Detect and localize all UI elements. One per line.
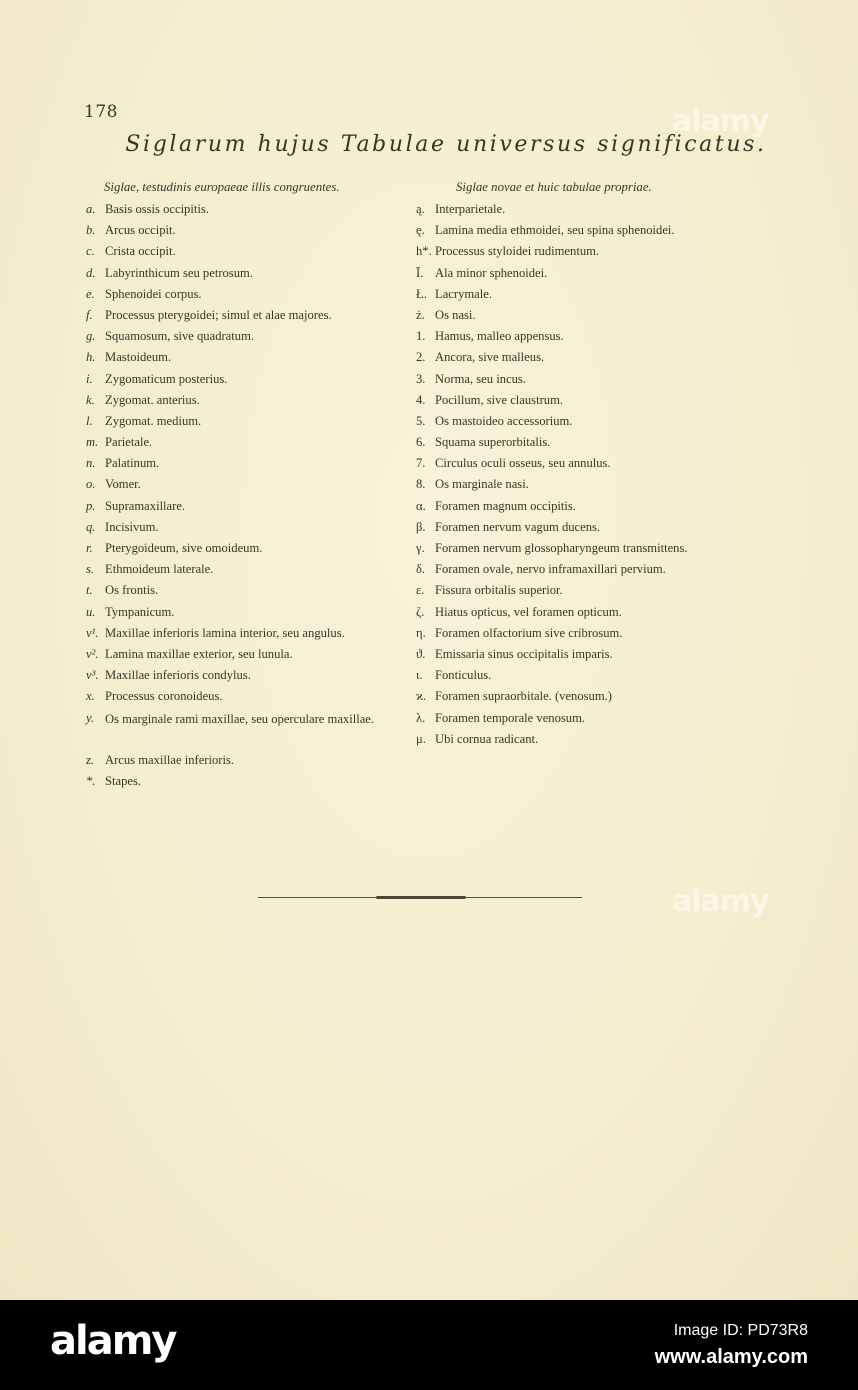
list-item (416, 709, 761, 730)
list-item (86, 666, 416, 687)
siglum: 8. (416, 477, 426, 492)
siglum-description: Lacrymale. (435, 286, 492, 301)
siglum-description: Sphenoidei corpus. (105, 286, 202, 301)
siglum-description: Os mastoideo accessorium. (435, 413, 573, 428)
siglum: Ł. (416, 286, 427, 301)
siglum: v². (86, 646, 99, 661)
list-item (416, 433, 761, 454)
siglum: *. (86, 774, 96, 789)
siglum-description: Circulus oculi osseus, seu annulus. (435, 456, 611, 471)
siglum: 7. (416, 456, 426, 471)
siglum-description: Os marginale nasi. (435, 477, 529, 492)
siglum: m. (86, 435, 99, 450)
list-item (416, 327, 761, 348)
list-item (86, 687, 416, 708)
siglum: a. (86, 202, 96, 216)
siglum: d. (86, 265, 96, 280)
siglum: γ. (416, 541, 425, 555)
siglum-description: Fissura orbitalis superior. (435, 583, 563, 598)
siglum: e. (86, 286, 95, 301)
siglum-description: Lamina media ethmoidei, seu spina sphenoidei. (435, 223, 675, 238)
siglum-description: Squama superorbitalis. (435, 435, 551, 450)
list-item (416, 581, 761, 602)
siglum: u. (86, 604, 96, 619)
list-item (86, 221, 416, 242)
left-entry-list (86, 200, 416, 793)
siglum: l. (86, 413, 93, 428)
siglum-description: Lamina maxillae exterior, seu lunula. (105, 646, 293, 661)
siglum: k. (86, 392, 95, 407)
list-item (86, 242, 416, 263)
right-column (416, 178, 761, 751)
siglum: t. (86, 583, 93, 598)
list-item (86, 391, 416, 412)
list-item (416, 518, 761, 539)
siglum-description: Arcus occipit. (105, 223, 176, 238)
siglum-description: Maxillae inferioris condylus. (105, 668, 251, 683)
siglum-description: Os frontis. (105, 583, 159, 598)
siglum: 1. (416, 329, 426, 344)
siglum-description: Foramen temporale venosum. (435, 710, 586, 725)
siglum-description: Os marginale rami maxillae, seu operculare maxillae. (105, 711, 375, 726)
siglum-description: Emissaria sinus occipitalis imparis. (435, 646, 613, 661)
list-item (416, 624, 761, 645)
siglum-description: Hamus, malleo appensus. (435, 329, 564, 344)
list-item (416, 200, 761, 221)
list-item (86, 285, 416, 306)
site-url: www.alamy.com (654, 1346, 808, 1368)
list-item (416, 391, 761, 412)
list-item (416, 730, 761, 751)
siglum: 5. (416, 413, 426, 428)
list-item (86, 539, 416, 560)
list-item (416, 603, 761, 624)
siglum: x. (86, 689, 95, 704)
siglum: f. (86, 307, 93, 322)
list-item (416, 221, 761, 242)
page-title: Siglarum hujus Tabulae universus significatus. (125, 132, 767, 157)
list-item (86, 306, 416, 327)
siglum-description: Mastoideum. (105, 350, 172, 365)
siglum-description: Pocillum, sive claustrum. (435, 392, 564, 407)
siglum: z. (86, 752, 95, 767)
siglum-description: Os nasi. (435, 307, 476, 322)
siglum: h*. (416, 244, 432, 259)
siglum: h. (86, 350, 96, 365)
list-item (86, 348, 416, 369)
siglum: s. (86, 562, 95, 577)
siglum: c. (86, 244, 95, 259)
siglum: ą. (416, 202, 425, 216)
siglum-description: Tympanicum. (105, 604, 175, 619)
siglum-description: Vomer. (105, 477, 141, 492)
siglum: n. (86, 456, 96, 471)
list-item (416, 497, 761, 518)
list-item (86, 433, 416, 454)
siglum-description: Zygomat. medium. (105, 413, 202, 428)
siglum: ζ. (416, 604, 425, 619)
siglum-description: Palatinum. (105, 456, 160, 471)
siglum: β. (416, 519, 426, 534)
list-item (86, 603, 416, 624)
list-item (86, 772, 416, 793)
list-item (416, 306, 761, 327)
siglum: b. (86, 223, 96, 238)
page-number: 178 (84, 102, 118, 122)
siglum-description: Labyrinthicum seu petrosum. (105, 265, 253, 280)
image-id: Image ID: PD73R8 (673, 1322, 808, 1339)
list-item (416, 264, 761, 285)
siglum: 6. (416, 435, 426, 450)
siglum-description: Ancora, sive malleus. (435, 350, 545, 365)
list-item (86, 497, 416, 518)
siglum-description: Supramaxillare. (105, 498, 186, 513)
list-item (86, 624, 416, 645)
list-item (416, 666, 761, 687)
list-item (86, 475, 416, 496)
alamy-logo: alamy (50, 1318, 176, 1364)
siglum-description: Zygomat. anterius. (105, 392, 200, 407)
siglum: p. (86, 498, 96, 513)
list-item (86, 560, 416, 581)
siglum: Ī. (416, 265, 424, 280)
siglum-description: Interparietale. (435, 202, 506, 216)
list-item (86, 264, 416, 285)
siglum: ι. (416, 668, 423, 683)
siglum: r. (86, 541, 93, 555)
siglum: v¹. (86, 625, 99, 640)
siglum-description: Foramen supraorbitale. (venosum.) (435, 689, 612, 704)
list-item (86, 327, 416, 348)
left-column-header: Siglae, testudinis europaeae illis congruentes. (104, 180, 340, 194)
siglum: ϑ. (416, 646, 426, 661)
siglum-description: Processus coronoideus. (105, 689, 223, 704)
list-item (416, 348, 761, 369)
siglum: 4. (416, 392, 426, 407)
siglum-description: Arcus maxillae inferioris. (105, 752, 235, 767)
siglum-description: Foramen nervum vagum ducens. (435, 519, 601, 534)
siglum-description: Basis ossis occipitis. (105, 202, 209, 216)
watermark: alamy (672, 104, 769, 139)
ornamental-rule (258, 895, 582, 900)
siglum-description: Processus styloidei rudimentum. (435, 244, 600, 259)
siglum: λ. (416, 710, 426, 725)
siglum-description: Fonticulus. (435, 668, 492, 683)
siglum-description: Ala minor sphenoidei. (435, 265, 548, 280)
list-item (86, 412, 416, 433)
list-item (86, 709, 416, 751)
list-item (86, 454, 416, 475)
siglum-description: Hiatus opticus, vel foramen opticum. (435, 604, 622, 619)
list-item (416, 370, 761, 391)
left-column (86, 178, 416, 793)
siglum: v³. (86, 668, 99, 683)
siglum: ϰ. (416, 689, 427, 704)
siglum-description: Foramen nervum glossopharyngeum transmittens. (435, 541, 688, 555)
list-item (416, 645, 761, 666)
list-item (86, 370, 416, 391)
list-item (416, 475, 761, 496)
siglum-description: Norma, seu incus. (435, 371, 526, 386)
siglum-description: Foramen olfactorium sive cribrosum. (435, 625, 623, 640)
list-item (86, 645, 416, 666)
siglum-description: Ubi cornua radicant. (435, 731, 539, 746)
siglum-description: Parietale. (105, 435, 153, 450)
siglum-description: Foramen magnum occipitis. (435, 498, 576, 513)
siglum-description: Ethmoideum laterale. (105, 562, 214, 577)
siglum-description: Crista occipit. (105, 244, 176, 259)
siglum-description: Maxillae inferioris lamina interior, seu angulus. (105, 625, 345, 640)
siglum-description: Stapes. (105, 774, 142, 789)
siglum-description: Pterygoideum, sive omoideum. (105, 541, 263, 555)
list-item (86, 751, 416, 772)
siglum-description: Incisivum. (105, 519, 159, 534)
list-item (416, 242, 761, 263)
siglum: α. (416, 498, 426, 513)
right-entry-list (416, 200, 761, 751)
siglum: y. (86, 710, 95, 725)
siglum: o. (86, 477, 96, 492)
list-item (416, 454, 761, 475)
siglum: η. (416, 625, 426, 640)
siglum: δ. (416, 562, 426, 577)
siglum-description: Foramen ovale, nervo inframaxillari pervium. (435, 562, 666, 577)
right-column-header: Siglae novae et huic tabulae propriae. (456, 180, 652, 194)
siglum: 2. (416, 350, 426, 365)
list-item (86, 581, 416, 602)
list-item (416, 412, 761, 433)
list-item (416, 687, 761, 708)
siglum-description: Squamosum, sive quadratum. (105, 329, 255, 344)
siglum-description: Processus pterygoidei; simul et alae majores. (105, 307, 332, 322)
siglum: ę. (416, 223, 425, 238)
siglum: 3. (416, 371, 426, 386)
list-item (416, 285, 761, 306)
siglum: μ. (416, 731, 426, 746)
footer-bar (0, 1300, 858, 1390)
list-item (416, 539, 761, 560)
list-item (86, 518, 416, 539)
siglum: ε. (416, 583, 425, 598)
list-item (86, 200, 416, 221)
siglum: g. (86, 329, 96, 344)
list-item (416, 560, 761, 581)
siglum: q. (86, 519, 96, 534)
watermark: alamy (672, 884, 769, 919)
siglum: ż. (416, 307, 425, 322)
siglum-description: Zygomaticum posterius. (105, 371, 228, 386)
siglum: i. (86, 371, 93, 386)
